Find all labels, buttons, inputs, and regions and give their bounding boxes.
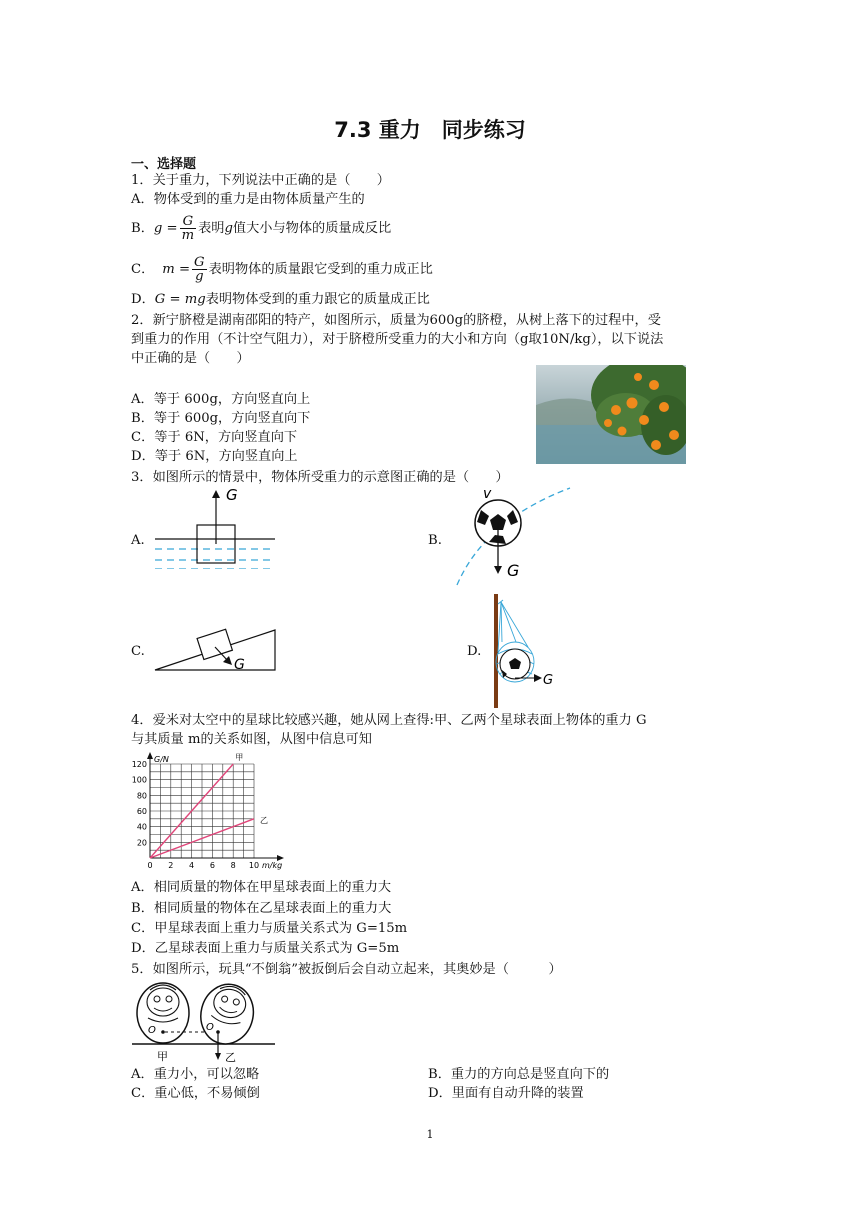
q5-option-d: D．里面有自动升降的装置 [428,1086,584,1101]
q1-option-b [131,208,391,248]
x-tick-label: 8 [230,861,236,870]
q3-option-a-label: A. [131,533,145,548]
q1-c-prefix: C． [131,261,155,277]
q3-d-g-label: G [543,673,554,688]
q1-b-prefix: B． [131,220,154,236]
q3-option-d-label: D. [467,644,482,659]
q1-b-text-2: 值大小与物体的质量成反比 [232,220,392,236]
q3-diagram-a [150,484,280,569]
y-tick-label: 120 [131,760,147,769]
q1-b-denominator: m [181,227,195,243]
series-label-jia: 甲 [235,753,244,762]
q1-option-a: A．物体受到的重力是由物体质量产生的 [131,192,365,207]
section-heading: 一、选择题 [131,157,197,172]
page-number: 1 [426,1128,434,1141]
y-tick-label: 20 [136,838,147,848]
q1-b-fraction [180,215,197,242]
x-tick-label: 2 [168,861,174,870]
q1-b-text-1: 表明 [198,220,225,236]
q4-line-2: 与其质量 m的关系如图，从图中信息可知 [131,732,372,747]
q5-option-a: A．重力小，可以忽略 [131,1067,260,1082]
q4-option-a: A．相同质量的物体在甲星球表面上的重力大 [131,880,392,895]
orange-tree-photo [536,365,686,464]
q5-option-c: C．重心低，不易倾倒 [131,1086,260,1101]
q2-option-d: D．等于 6N，方向竖直向上 [131,449,298,464]
q3-diagram-b [445,480,575,590]
q3-b-v-label: v [483,486,492,502]
q2-line-2: 到重力的作用（不计空气阻力），对于脐橙所受重力的大小和方向（g取10N/kg），以下说法 [131,332,664,347]
q1-d-text: 表明物体受到的重力跟它的质量成正比 [205,292,430,307]
y-tick-label: 100 [131,775,147,785]
q4-option-b: B．相同质量的物体在乙星球表面上的重力大 [131,901,392,916]
q1-c-numerator: G [194,254,205,270]
q1-stem: 1．关于重力，下列说法中正确的是（ ） [131,173,390,188]
tumbler-yi-o-label: O [206,1022,214,1033]
q3-stem: 3．如图所示的情景中，物体所受重力的示意图正确的是（ ） [131,470,509,485]
tumbler-toy-figure [130,978,280,1064]
q1-c-denominator: g [195,268,204,284]
g-m-chart [128,750,293,880]
q3-diagram-c [150,615,280,675]
q5-stem: 5．如图所示，玩具“不倒翁”被扳倒后会自动立起来，其奥妙是（ ） [131,962,562,977]
chart-grid [150,764,254,858]
q1-b-lhs: g = [153,220,178,236]
q1-d-prefix: D． [131,292,155,307]
y-tick-label: 60 [136,807,147,816]
y-axis-arrow [147,752,153,759]
q2-line-3: 中正确的是（ ） [131,351,250,366]
q1-d-formula: G = mg [154,292,206,307]
q1-option-c [131,248,433,290]
x-tick-label: 4 [189,861,195,870]
x-tick-label: 0 [147,861,153,870]
q4-line-1: 4．爱米对太空中的星球比较感兴趣，她从网上查得:甲、乙两个星球表面上物体的重力 G [131,713,647,728]
q3-diagram-d [488,592,568,710]
q2-option-b: B．等于 600g，方向竖直向下 [131,411,311,426]
x-axis-label: m/kg [262,861,283,870]
q1-c-lhs: m = [162,261,191,277]
q1-c-fraction [192,256,207,283]
q3-option-c-label: C. [131,644,145,659]
q1-b-g: g [224,220,233,236]
q1-option-d [131,290,430,309]
x-tick-label: 10 [248,861,260,870]
q5-option-b: B．重力的方向总是竖直向下的 [428,1067,610,1082]
tumbler-jia-label: 甲 [157,1050,168,1063]
q3-option-b-label: B. [428,533,442,548]
y-tick-label: 80 [136,791,147,801]
y-axis-label: G/N [154,755,169,764]
q1-c-text: 表明物体的质量跟它受到的重力成正比 [208,261,433,277]
q3-b-g-label: G [507,561,520,580]
q2-line-1: 2．新宁脐橙是湖南邵阳的特产，如图所示，质量为600g的脐橙，从树上落下的过程中，受 [131,313,661,328]
q3-c-g-label: G [234,657,245,673]
y-tick-label: 40 [136,822,147,832]
tumbler-jia-o-label: O [148,1025,156,1036]
q1-b-numerator: G [180,215,197,229]
q3-a-g-label: G [226,486,238,504]
q4-option-d: D．乙星球表面上重力与质量关系式为 G=5m [131,941,400,956]
x-tick-label: 6 [209,861,215,870]
tumbler-yi-label: 乙 [225,1051,236,1064]
q2-option-c: C．等于 6N，方向竖直向下 [131,430,298,445]
q2-option-a: A．等于 600g，方向竖直向上 [131,392,311,407]
chart-axes [147,752,284,861]
series-label-yi: 乙 [260,815,268,825]
page-title: 7.3 重力 同步练习 [334,118,526,142]
q4-option-c: C．甲星球表面上重力与质量关系式为 G=15m [131,921,408,936]
